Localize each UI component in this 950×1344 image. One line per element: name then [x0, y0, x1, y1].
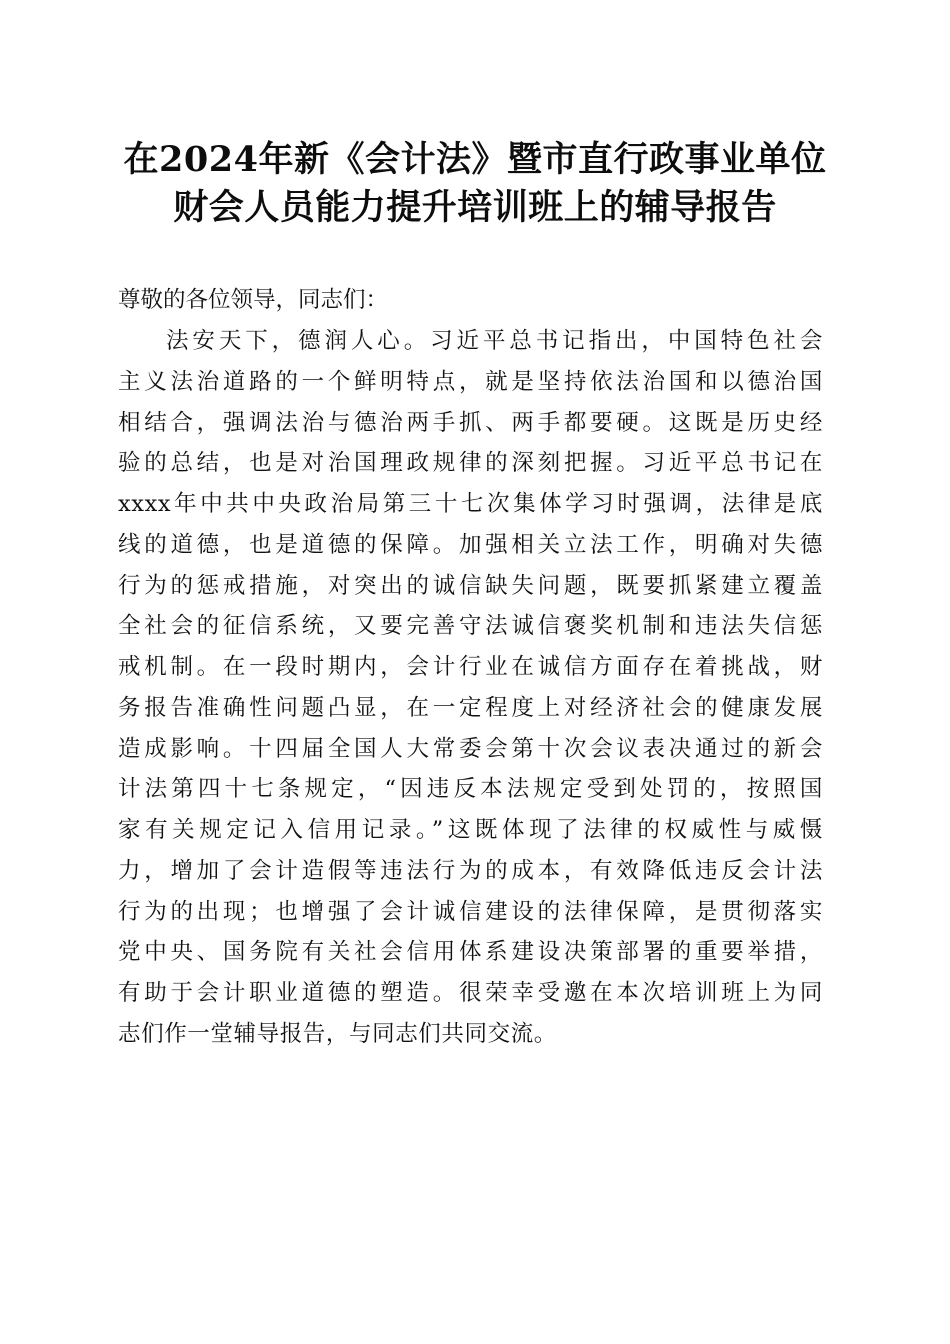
document-title: [100, 136, 850, 232]
salutation: 尊敬的各位领导，同志们：: [118, 287, 389, 313]
paragraph-line: 力，增加了会计造假等违法行为的成本，有效降低违反会计法: [118, 857, 823, 884]
paragraph-line: 法安天下，德润人心。习近平总书记指出，中国特色社会: [166, 328, 823, 354]
title-line-1: 在2024年新《会计法》暨市直行政事业单位: [123, 139, 827, 180]
title-line-2: 财会人员能力提升培训班上的辅导报告: [173, 187, 777, 228]
paragraph-line: 行为的出现；也增强了会计诚信建设的法律保障，是贯彻落实: [118, 898, 823, 925]
paragraph-line: 线的道德，也是道德的保障。加强相关立法工作，明确对失德: [118, 531, 823, 558]
paragraph-line: 计法第四十七条规定，“因违反本法规定受到处罚的，按照国: [118, 776, 823, 803]
paragraph-line: 务报告准确性问题凸显，在一定程度上对经济社会的健康发展: [118, 694, 823, 721]
paragraph-line: 主义法治道路的一个鲜明特点，就是坚持依法治国和以德治国: [118, 368, 823, 395]
paragraph-line: 党中央、国务院有关社会信用体系建设决策部署的重要举措，: [118, 939, 823, 966]
paragraph-line: 行为的惩戒措施，对突出的诚信缺失问题，既要抓紧建立覆盖: [118, 572, 823, 599]
paragraph-line: 相结合，强调法治与德治两手抓、两手都要硬。这既是历史经: [118, 409, 823, 436]
paragraph-line: xxxx年中共中央政治局第三十七次集体学习时强调，法律是底: [118, 491, 823, 517]
paragraph-line: 志们作一堂辅导报告，与同志们共同交流。: [118, 1020, 557, 1047]
body-paragraph: [118, 321, 823, 1055]
paragraph-line: 戒机制。在一段时期内，会计行业在诚信方面存在着挑战，财: [118, 654, 823, 680]
paragraph-line: 验的总结，也是对治国理政规律的深刻把握。习近平总书记在: [118, 450, 823, 477]
paragraph-line: 造成影响。十四届全国人大常委会第十次会议表决通过的新会: [118, 735, 823, 762]
paragraph-line: 家有关规定记入信用记录。”这既体现了法律的权威性与威慑: [118, 817, 823, 843]
paragraph-line: 全社会的征信系统，又要完善守法诚信褒奖机制和违法失信惩: [118, 613, 823, 640]
paragraph-line: 有助于会计职业道德的塑造。很荣幸受邀在本次培训班上为同: [118, 980, 823, 1006]
